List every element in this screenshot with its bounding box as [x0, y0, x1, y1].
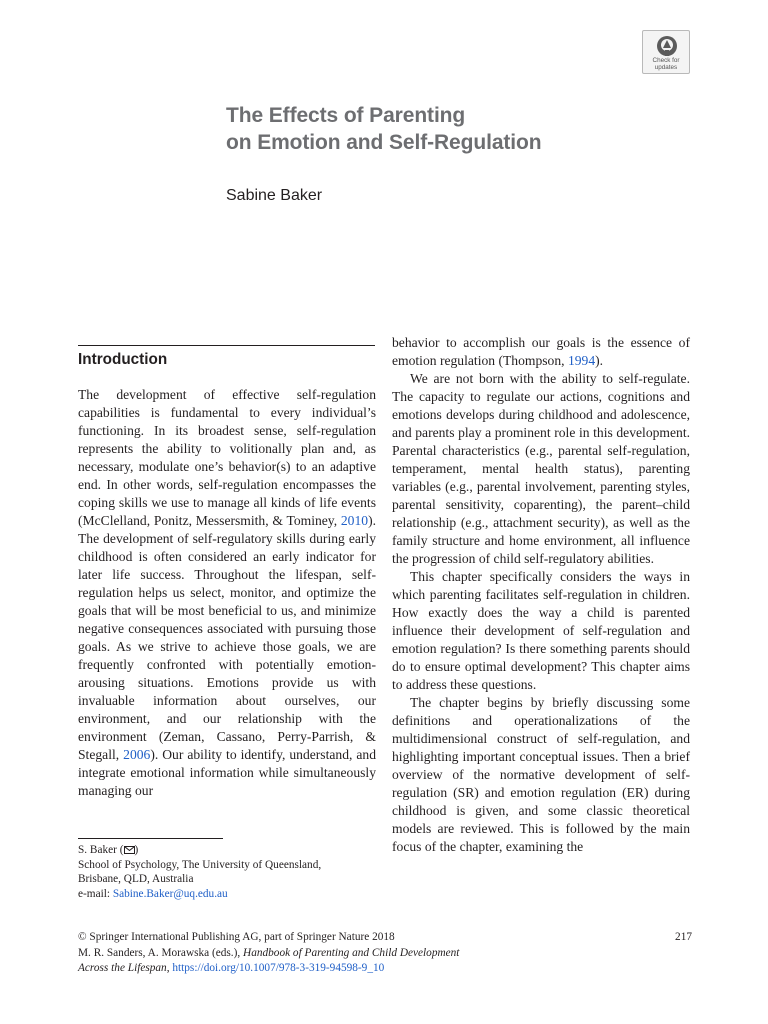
badge-label	[643, 57, 689, 71]
check-for-updates-icon	[655, 35, 679, 57]
paragraph-text: ). Our ability to identify, understand, and integrate emotional information while simultaneously managing our	[78, 747, 377, 798]
footnote-affiliation-2: Brisbane, QLD, Australia	[78, 873, 194, 886]
envelope-icon	[124, 846, 135, 854]
paragraph-development: We are not born with the ability to self-regulate. The capacity to regulate our actions, cognitions and emotions develops during childhood and adolescence, and parents play a prominent role in this development. Parental characteristics (e.g., parental self-regulation, temperament, mental health status), parenting variables (e.g., parental involvement, parenting styles, parental sensitivity, coparenting), the parent–child relationship (e.g., attachment security), as well as the family structure and home environment, all influence the progression of child self-regulatory abilities.	[392, 371, 690, 566]
check-for-updates-badge[interactable]	[642, 30, 690, 74]
book-title-continued: Across the Lifespan	[78, 962, 167, 975]
citation-line-1	[78, 946, 692, 962]
email-link[interactable]: Sabine.Baker@uq.edu.au	[112, 887, 228, 900]
citation-link[interactable]: 2006	[123, 747, 151, 762]
page-number: 217	[675, 931, 692, 943]
chapter-title-line2: on Emotion and Self-Regulation	[226, 131, 542, 154]
copyright-line: © Springer International Publishing AG, part of Springer Nature 2018	[78, 931, 395, 943]
paragraph-continuation	[392, 334, 690, 370]
section-heading: Introduction	[78, 351, 168, 368]
paragraph-intro	[78, 386, 376, 800]
chapter-title	[226, 102, 542, 156]
book-editors: M. R. Sanders, A. Morawska (eds.),	[78, 946, 244, 959]
author-footnote	[78, 843, 378, 901]
paragraph-text: The development of effective self-regulation capabilities is fundamental to every individual’s functioning. In its broadest sense, self-regulation represents the ability to volitionally plan and, as necessary, modulate one’s behavior(s) to an adaptive end. In other words, self-regulation encompasses the coping skills we use to manage all kinds of life events (McClelland, Ponitz, Messersmith, & Tominey,	[78, 387, 376, 528]
paragraph-text: ).	[595, 353, 604, 368]
footnote-email-line	[78, 887, 378, 902]
right-column	[392, 334, 690, 856]
footnote-author-end: )	[134, 844, 139, 856]
paragraph-chapter-aim: This chapter specifically considers the ways in which parenting facilitates self-regulation in children. How exactly does the way a child is parented influence their development of self-regulation and emotion regulation? Is there something parents should do to ensure optimal development? This chapter aims to address these questions.	[392, 569, 690, 692]
paragraph-text: behavior to accomplish our goals is the essence of emotion regulation (Thompson,	[392, 335, 690, 368]
badge-label-line2: updates	[654, 64, 678, 71]
book-title: Handbook of Parenting and Child Development	[243, 946, 460, 959]
badge-label-line1: Check for	[652, 57, 680, 64]
email-label: e-mail:	[78, 887, 113, 900]
chapter-title-line1: The Effects of Parenting	[226, 104, 466, 127]
citation-link[interactable]: 1994	[567, 353, 596, 368]
separator: ,	[166, 962, 173, 975]
author-name: Sabine Baker	[226, 187, 323, 204]
paragraph-chapter-outline: The chapter begins by briefly discussing some definitions and operationalizations of the multidimensional construct of self-regulation, and highlighting important conceptual issues. Then a brief overview of the normative development of self-regulation (SR) and emotion regulation (ER) during childhood is given, and some classic theoretical models are reviewed. This is followed by the main focus of the chapter, examining the	[392, 695, 690, 854]
footnote-rule	[78, 838, 223, 839]
footnote-affiliation-1: School of Psychology, The University of Queensland,	[78, 858, 322, 871]
citation-link[interactable]: 2010	[340, 513, 369, 528]
citation-line-2	[78, 961, 692, 977]
paragraph-text: ). The development of self-regulatory skills during early childhood is often considered an early indicator for later life success. Throughout the lifespan, self-regulation helps us select, monitor, and optimize the goals that will be most beneficial to us, and minimize negative consequences associated with pursuing those goals. As we strive to achieve those goals, we are frequently confronted with potentially emotion-arousing situations. Emotions provide us with invaluable information about ourselves, our environment, and our relationship with the environment (Zeman, Cassano, Perry-Parrish, & Stegall,	[78, 513, 376, 762]
doi-link[interactable]: https://doi.org/10.1007/978-3-319-94598-9_10	[172, 962, 385, 975]
footnote-author: S. Baker (	[78, 844, 124, 856]
page-footer	[78, 930, 692, 977]
section-rule	[78, 345, 375, 346]
footnote-author-line	[78, 843, 378, 858]
left-column	[78, 386, 376, 800]
